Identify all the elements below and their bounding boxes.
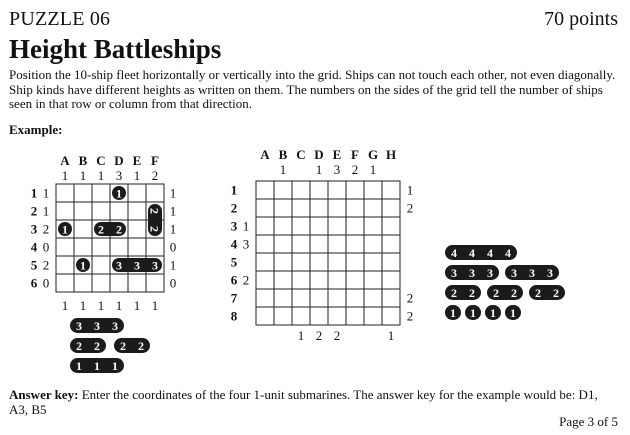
fleet-ship-label: 3: [469, 266, 475, 280]
left-clue: 0: [42, 275, 50, 291]
fleet-ship-label: 4: [487, 246, 493, 260]
left-clue: 3: [242, 236, 250, 252]
top-clue: 1: [61, 168, 69, 183]
row-number: 2: [230, 200, 238, 216]
grid-cell: [110, 238, 128, 256]
grid-cell: [256, 289, 274, 307]
right-clue: 1: [406, 182, 414, 198]
fleet-ship-label: 2: [535, 286, 541, 300]
grid-cell: [274, 271, 292, 289]
grid-cell: [292, 307, 310, 325]
left-clue: 2: [42, 221, 50, 237]
row-number: 1: [30, 185, 38, 201]
right-clue: 1: [169, 203, 177, 219]
fleet-ship-label: 3: [76, 319, 82, 333]
row-number: 8: [230, 308, 238, 324]
fleet-ship-label: 2: [511, 286, 517, 300]
fleet-ship-label: 1: [112, 359, 118, 373]
row-number: 5: [30, 257, 38, 273]
grid-cell: [128, 202, 146, 220]
column-letter: G: [367, 147, 379, 162]
grid-cell: [256, 271, 274, 289]
ship-height-label: 2: [98, 222, 104, 237]
grid-cell: [256, 307, 274, 325]
column-letter: F: [351, 147, 359, 162]
grid-cell: [92, 238, 110, 256]
fleet-ship-label: 1: [490, 306, 496, 320]
grid-cell: [328, 289, 346, 307]
grid-cell: [146, 274, 164, 292]
top-clue: 1: [369, 162, 377, 177]
grid-cell: [110, 202, 128, 220]
right-clue: 2: [406, 290, 414, 306]
grid-cell: [364, 181, 382, 199]
top-clue: 2: [351, 162, 359, 177]
grid-cell: [382, 235, 400, 253]
fleet-ship-label: 4: [505, 246, 511, 260]
row-number: 6: [230, 272, 238, 288]
column-letter: E: [332, 147, 342, 162]
fleet-ship-label: 1: [76, 359, 82, 373]
grid-cell: [364, 271, 382, 289]
example-puzzle: [0, 140, 220, 385]
column-letter: C: [96, 153, 106, 168]
grid-cell: [382, 217, 400, 235]
bottom-clue: 1: [61, 298, 69, 313]
bottom-clue: 1: [387, 328, 395, 343]
grid-cell: [310, 199, 328, 217]
grid-cell: [56, 274, 74, 292]
grid-cell: [364, 253, 382, 271]
grid-cell: [346, 235, 364, 253]
grid-cell: [328, 307, 346, 325]
grid-cell: [56, 202, 74, 220]
page-number: Page 3 of 5: [559, 414, 618, 429]
right-clue: 2: [406, 308, 414, 324]
left-clue: 2: [42, 257, 50, 273]
fleet-ship-label: 1: [470, 306, 476, 320]
row-number: 4: [30, 239, 38, 255]
row-number: 6: [30, 275, 38, 291]
bottom-clue: 1: [79, 298, 87, 313]
grid-cell: [382, 253, 400, 271]
ship-height-label: 2: [116, 222, 122, 237]
grid-cell: [74, 202, 92, 220]
column-letter: C: [296, 147, 306, 162]
row-number: 7: [230, 290, 238, 306]
fleet-ship-label: 2: [76, 339, 82, 353]
grid-cell: [292, 253, 310, 271]
ship-height-label: 1: [80, 258, 86, 273]
top-clue: 1: [279, 162, 287, 177]
grid-cell: [382, 307, 400, 325]
column-letter: A: [260, 147, 270, 162]
grid-cell: [328, 217, 346, 235]
fleet-ship-label: 3: [112, 319, 118, 333]
instructions-text: Position the 10-ship fleet horizontally or vertically into the grid. Ships can not touch each other, not even diagonally. Ship kinds have different heights as written on them. The numbers on the sides of the grid tell the number of ships seen in that row or column from that direction.: [9, 67, 616, 111]
grid-cell: [56, 184, 74, 202]
grid-cell: [292, 289, 310, 307]
grid-cell: [146, 184, 164, 202]
fleet-ship-label: 2: [493, 286, 499, 300]
row-number: 5: [230, 254, 238, 270]
top-clue: 2: [151, 168, 159, 183]
ship-height-label: 2: [147, 208, 162, 214]
grid-cell: [346, 199, 364, 217]
bottom-clue: 1: [133, 298, 141, 313]
top-clue: 1: [315, 162, 323, 177]
fleet-ship-label: 2: [553, 286, 559, 300]
grid-cell: [310, 181, 328, 199]
bottom-clue: 1: [115, 298, 123, 313]
answer-key-text: Enter the coordinates of the four 1-unit submarines. The answer key for the example would be: D1, A3, B5: [9, 387, 598, 417]
grid-cell: [346, 253, 364, 271]
fleet-legend: [440, 240, 580, 330]
ship-height-label: 3: [116, 258, 122, 273]
grid-cell: [146, 238, 164, 256]
grid-cell: [310, 289, 328, 307]
column-letter: D: [314, 147, 324, 162]
column-letter: D: [114, 153, 124, 168]
grid-cell: [292, 217, 310, 235]
fleet-ship-label: 1: [450, 306, 456, 320]
row-number: 3: [230, 218, 238, 234]
grid-cell: [256, 217, 274, 235]
right-clue: 1: [169, 221, 177, 237]
grid-cell: [382, 289, 400, 307]
grid-cell: [328, 271, 346, 289]
fleet-ship-label: 2: [120, 339, 126, 353]
grid-cell: [364, 199, 382, 217]
page-title: Height Battleships: [9, 34, 222, 64]
grid-cell: [128, 274, 146, 292]
grid-cell: [364, 235, 382, 253]
answer-key: [9, 388, 619, 417]
grid-cell: [92, 202, 110, 220]
grid-cell: [310, 253, 328, 271]
grid-cell: [292, 271, 310, 289]
bottom-clue: 1: [97, 298, 105, 313]
grid-cell: [274, 235, 292, 253]
grid-cell: [56, 238, 74, 256]
fleet-ship-label: 1: [94, 359, 100, 373]
grid-cell: [92, 256, 110, 274]
grid-cell: [346, 217, 364, 235]
grid-cell: [328, 181, 346, 199]
ship-height-label: 2: [147, 226, 162, 232]
left-clue: 0: [42, 239, 50, 255]
top-clue: 1: [97, 168, 105, 183]
fleet-ship-label: 4: [451, 246, 457, 260]
fleet-ship-label: 2: [138, 339, 144, 353]
grid-cell: [56, 256, 74, 274]
grid-cell: [382, 271, 400, 289]
fleet-ship-label: 2: [451, 286, 457, 300]
right-clue: 1: [169, 257, 177, 273]
grid-cell: [328, 235, 346, 253]
grid-cell: [274, 289, 292, 307]
top-clue: 1: [133, 168, 141, 183]
fleet-ship-label: 3: [511, 266, 517, 280]
main-puzzle: [220, 140, 430, 350]
grid-cell: [74, 238, 92, 256]
column-letter: B: [78, 153, 88, 168]
right-clue: 2: [406, 200, 414, 216]
grid-cell: [74, 184, 92, 202]
column-letter: A: [60, 153, 70, 168]
grid-cell: [256, 253, 274, 271]
bottom-clue: 1: [151, 298, 159, 313]
fleet-ship-label: 3: [529, 266, 535, 280]
grid-cell: [292, 235, 310, 253]
grid-cell: [310, 307, 328, 325]
ship-height-label: 3: [134, 258, 140, 273]
grid-cell: [292, 199, 310, 217]
puzzle-label: PUZZLE 06: [9, 8, 111, 30]
fleet-ship-label: 2: [469, 286, 475, 300]
bottom-clue: 2: [315, 328, 323, 343]
answer-key-label: Answer key:: [9, 387, 79, 402]
fleet-ship-label: 4: [469, 246, 475, 260]
column-letter: H: [385, 147, 397, 162]
grid-cell: [110, 274, 128, 292]
right-clue: 1: [169, 185, 177, 201]
points-value: 70 points: [544, 8, 618, 30]
grid-cell: [346, 307, 364, 325]
grid-cell: [310, 235, 328, 253]
grid-cell: [346, 289, 364, 307]
grid-cell: [92, 184, 110, 202]
column-letter: E: [132, 153, 142, 168]
right-clue: 0: [169, 275, 177, 291]
fleet-ship-label: 3: [451, 266, 457, 280]
top-clue: 3: [333, 162, 341, 177]
grid-cell: [382, 181, 400, 199]
example-label: Example:: [9, 122, 63, 137]
grid-cell: [382, 199, 400, 217]
grid-cell: [274, 253, 292, 271]
grid-cell: [364, 289, 382, 307]
grid-cell: [364, 217, 382, 235]
fleet-ship-label: 1: [510, 306, 516, 320]
grid-cell: [256, 235, 274, 253]
grid-cell: [310, 217, 328, 235]
left-clue: 1: [42, 203, 50, 219]
grid-cell: [274, 307, 292, 325]
bottom-clue: 2: [333, 328, 341, 343]
grid-cell: [292, 181, 310, 199]
column-letter: B: [278, 147, 288, 162]
grid-cell: [128, 238, 146, 256]
grid-cell: [328, 199, 346, 217]
top-clue: 1: [79, 168, 87, 183]
ship-height-label: 1: [62, 222, 68, 237]
right-clue: 0: [169, 239, 177, 255]
grid-cell: [92, 274, 110, 292]
grid-cell: [346, 181, 364, 199]
left-clue: 1: [42, 185, 50, 201]
grid-cell: [128, 220, 146, 238]
grid-cell: [128, 184, 146, 202]
row-number: 1: [230, 182, 238, 198]
grid-cell: [274, 217, 292, 235]
grid-cell: [274, 181, 292, 199]
grid-cell: [274, 199, 292, 217]
fleet-ship-label: 3: [487, 266, 493, 280]
grid-cell: [346, 271, 364, 289]
row-number: 2: [30, 203, 38, 219]
row-number: 3: [30, 221, 38, 237]
left-clue: 2: [242, 272, 250, 288]
bottom-clue: 1: [297, 328, 305, 343]
fleet-ship-label: 2: [94, 339, 100, 353]
ship-height-label: 1: [116, 186, 122, 201]
grid-cell: [74, 220, 92, 238]
grid-cell: [328, 253, 346, 271]
grid-cell: [256, 199, 274, 217]
fleet-ship-label: 3: [94, 319, 100, 333]
top-clue: 3: [115, 168, 123, 183]
row-number: 4: [230, 236, 238, 252]
column-letter: F: [151, 153, 159, 168]
grid-cell: [364, 307, 382, 325]
left-clue: 1: [242, 218, 250, 234]
grid-cell: [74, 274, 92, 292]
grid-cell: [310, 271, 328, 289]
grid-cell: [256, 181, 274, 199]
fleet-ship-label: 3: [547, 266, 553, 280]
ship-height-label: 3: [152, 258, 158, 273]
